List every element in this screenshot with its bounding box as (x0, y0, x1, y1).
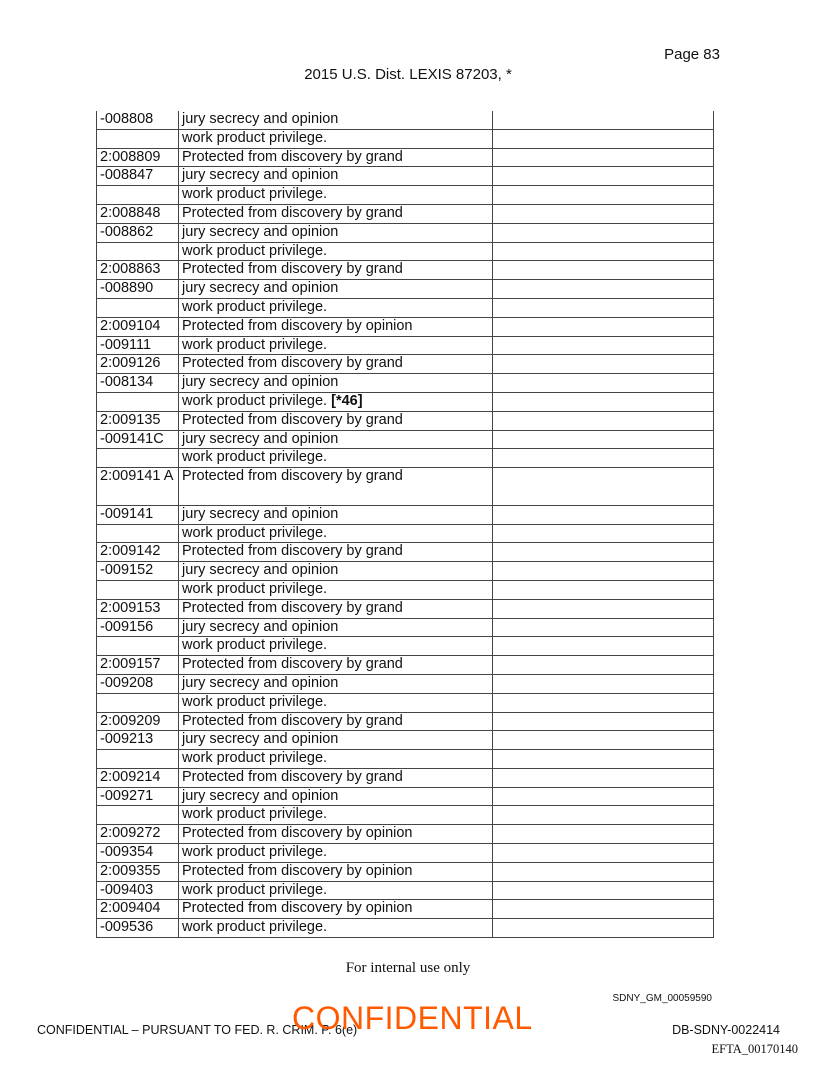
document-id-cell (97, 750, 179, 769)
notes-cell (493, 618, 714, 637)
document-id-cell-text: 2:009404 (100, 900, 161, 917)
document-id-cell (97, 693, 179, 712)
description-cell (179, 919, 493, 938)
description-cell (179, 543, 493, 562)
description-cell-text: jury secrecy and opinion (182, 731, 339, 748)
description-cell-text: jury secrecy and opinion (182, 674, 339, 691)
document-id-cell-text: -009156 (100, 618, 154, 635)
document-id-cell-text: -009354 (100, 844, 154, 861)
document-id-cell-text: 2:009355 (100, 862, 161, 879)
description-cell (179, 750, 493, 769)
description-cell-text: Protected from discovery by opinion (182, 862, 413, 879)
document-id-cell (97, 336, 179, 355)
notes-cell (493, 223, 714, 242)
notes-cell (493, 430, 714, 449)
notes-cell (493, 524, 714, 543)
document-id-cell (97, 223, 179, 242)
description-cell-text: Protected from discovery by grand (182, 656, 403, 673)
notes-cell (493, 712, 714, 731)
description-cell (179, 768, 493, 787)
document-id-cell (97, 280, 179, 299)
description-cell-text: work product privilege. (182, 693, 328, 710)
notes-cell (493, 787, 714, 806)
table-row (97, 599, 714, 618)
table-row (97, 693, 714, 712)
description-cell-text: Protected from discovery by grand (182, 411, 403, 428)
document-id-cell-text: -009213 (100, 731, 154, 748)
table-row (97, 750, 714, 769)
document-id-cell (97, 881, 179, 900)
notes-cell (493, 167, 714, 186)
notes-cell (493, 280, 714, 299)
document-id-cell-text: -008862 (100, 223, 154, 240)
description-cell-text: Protected from discovery by grand (182, 148, 403, 165)
efta-number: EFTA_00170140 (711, 1042, 798, 1056)
description-cell-text: Protected from discovery by opinion (182, 317, 413, 334)
notes-cell (493, 562, 714, 581)
description-cell-text: work product privilege. (182, 806, 328, 823)
description-cell (179, 129, 493, 148)
description-cell (179, 148, 493, 167)
table-row (97, 674, 714, 693)
internal-use-notice: For internal use only (345, 960, 471, 976)
notes-cell (493, 298, 714, 317)
description-cell (179, 693, 493, 712)
document-id-cell (97, 862, 179, 881)
table-row (97, 580, 714, 599)
document-id-cell (97, 656, 179, 675)
table-row (97, 111, 714, 129)
notes-cell (493, 505, 714, 524)
notes-cell (493, 731, 714, 750)
description-cell (179, 261, 493, 280)
description-cell-text: work product privilege. (182, 298, 328, 315)
case-citation: 2015 U.S. Dist. LEXIS 87203, * (304, 66, 512, 83)
document-id-cell (97, 392, 179, 411)
confidential-notice: CONFIDENTIAL – PURSUANT TO FED. R. CRIM. P. 6(e) (37, 1023, 358, 1037)
document-id-cell (97, 524, 179, 543)
table-row (97, 825, 714, 844)
notes-cell (493, 844, 714, 863)
document-id-cell (97, 768, 179, 787)
document-id-cell-text: -009141 (100, 505, 154, 522)
description-cell (179, 280, 493, 299)
table-row (97, 543, 714, 562)
table-row (97, 449, 714, 468)
description-cell-text: work product privilege. (182, 524, 328, 541)
description-cell (179, 204, 493, 223)
notes-cell (493, 580, 714, 599)
description-cell-text: jury secrecy and opinion (182, 374, 339, 391)
document-id-cell-text: 2:009126 (100, 355, 161, 372)
document-id-cell (97, 411, 179, 430)
description-cell-text: work product privilege. (182, 881, 328, 898)
table-row (97, 787, 714, 806)
page-number: Page 83 (664, 46, 720, 63)
description-cell-text: jury secrecy and opinion (182, 111, 339, 127)
description-cell-text: jury secrecy and opinion (182, 562, 339, 579)
description-cell-text: work product privilege. (182, 336, 328, 353)
notes-cell (493, 186, 714, 205)
notes-cell (493, 919, 714, 938)
document-id-cell-text: -008847 (100, 167, 154, 184)
description-cell (179, 900, 493, 919)
description-cell-text: Protected from discovery by grand (182, 468, 403, 485)
document-id-cell-text: 2:008863 (100, 261, 161, 278)
document-id-cell-text: -009271 (100, 787, 154, 804)
document-id-cell-text: 2:009141 A (100, 468, 174, 485)
notes-cell (493, 148, 714, 167)
description-cell (179, 374, 493, 393)
table-row (97, 392, 714, 411)
notes-cell (493, 468, 714, 506)
table-row (97, 129, 714, 148)
table-row (97, 844, 714, 863)
document-id-cell (97, 505, 179, 524)
description-cell-text: Protected from discovery by grand (182, 355, 403, 372)
description-cell (179, 862, 493, 881)
document-id-cell (97, 355, 179, 374)
description-cell (179, 599, 493, 618)
description-cell (179, 806, 493, 825)
description-cell (179, 637, 493, 656)
table-row (97, 656, 714, 675)
description-cell-text: work product privilege. (182, 449, 328, 466)
description-cell (179, 881, 493, 900)
description-cell-text: work product privilege. (182, 392, 328, 409)
description-cell-text: Protected from discovery by grand (182, 712, 403, 729)
description-cell (179, 562, 493, 581)
document-id-cell (97, 468, 179, 506)
table-row (97, 298, 714, 317)
table-row (97, 430, 714, 449)
description-cell (179, 712, 493, 731)
table-row (97, 806, 714, 825)
description-cell (179, 656, 493, 675)
table-row (97, 468, 714, 506)
description-cell (179, 524, 493, 543)
confidential-stamp: CONFIDENTIAL (292, 1000, 533, 1036)
document-id-cell (97, 317, 179, 336)
document-id-cell (97, 618, 179, 637)
description-cell (179, 298, 493, 317)
notes-cell (493, 355, 714, 374)
description-cell (179, 411, 493, 430)
document-id-cell (97, 111, 179, 129)
table-row (97, 712, 714, 731)
document-id-cell-text: 2:009153 (100, 599, 161, 616)
document-id-cell (97, 204, 179, 223)
table-row (97, 167, 714, 186)
table-row (97, 261, 714, 280)
bates-number-sdny: SDNY_GM_00059590 (612, 993, 712, 1004)
document-id-cell-text: -009403 (100, 881, 154, 898)
document-id-cell (97, 806, 179, 825)
document-id-cell (97, 242, 179, 261)
table-row (97, 731, 714, 750)
description-cell-text: jury secrecy and opinion (182, 787, 339, 804)
description-cell-text: jury secrecy and opinion (182, 618, 339, 635)
description-cell-text: Protected from discovery by opinion (182, 900, 413, 917)
document-id-cell-text: -009536 (100, 919, 154, 936)
table-row (97, 336, 714, 355)
document-id-cell (97, 261, 179, 280)
table-row (97, 618, 714, 637)
table-row (97, 242, 714, 261)
document-id-cell (97, 298, 179, 317)
description-cell (179, 449, 493, 468)
privilege-log-table (96, 111, 714, 938)
document-id-cell-text: -008890 (100, 280, 154, 297)
description-cell (179, 787, 493, 806)
table-row (97, 524, 714, 543)
description-cell (179, 186, 493, 205)
description-cell-text: Protected from discovery by grand (182, 768, 403, 785)
table-row (97, 374, 714, 393)
table-row (97, 881, 714, 900)
document-id-cell-text: 2:008809 (100, 148, 161, 165)
table-row (97, 411, 714, 430)
notes-cell (493, 674, 714, 693)
document-id-cell (97, 186, 179, 205)
description-cell-text: work product privilege. (182, 129, 328, 146)
document-id-cell-text: 2:008848 (100, 204, 161, 221)
document-id-cell (97, 580, 179, 599)
description-cell (179, 317, 493, 336)
table-row (97, 900, 714, 919)
document-id-cell-text: 2:009209 (100, 712, 161, 729)
description-cell-text: Protected from discovery by grand (182, 543, 403, 560)
document-id-cell-text: 2:009272 (100, 825, 161, 842)
description-cell (179, 468, 493, 506)
document-id-cell (97, 731, 179, 750)
document-id-cell (97, 167, 179, 186)
description-cell-text: jury secrecy and opinion (182, 167, 339, 184)
document-id-cell-text: 2:009142 (100, 543, 161, 560)
description-cell-text: work product privilege. (182, 186, 328, 203)
document-id-cell (97, 825, 179, 844)
notes-cell (493, 900, 714, 919)
description-cell (179, 355, 493, 374)
description-cell (179, 111, 493, 129)
table-row (97, 919, 714, 938)
document-id-cell-text: -008134 (100, 374, 154, 391)
notes-cell (493, 317, 714, 336)
notes-cell (493, 392, 714, 411)
table-row (97, 355, 714, 374)
notes-cell (493, 881, 714, 900)
description-cell (179, 430, 493, 449)
notes-cell (493, 637, 714, 656)
notes-cell (493, 204, 714, 223)
description-cell-text: Protected from discovery by grand (182, 599, 403, 616)
table-row (97, 280, 714, 299)
description-cell (179, 392, 493, 411)
notes-cell (493, 129, 714, 148)
table-row (97, 186, 714, 205)
description-cell (179, 223, 493, 242)
description-cell-text: work product privilege. (182, 750, 328, 767)
document-id-cell (97, 599, 179, 618)
document-id-cell-text: 2:009214 (100, 768, 161, 785)
notes-cell (493, 599, 714, 618)
document-id-cell (97, 129, 179, 148)
description-cell (179, 580, 493, 599)
document-id-cell (97, 562, 179, 581)
notes-cell (493, 261, 714, 280)
description-cell (179, 242, 493, 261)
document-id-cell-text: 2:009135 (100, 411, 161, 428)
document-id-cell (97, 844, 179, 863)
description-cell (179, 618, 493, 637)
document-id-cell (97, 449, 179, 468)
document-id-cell (97, 787, 179, 806)
notes-cell (493, 449, 714, 468)
table-row (97, 862, 714, 881)
document-id-cell (97, 637, 179, 656)
table-row (97, 223, 714, 242)
document-id-cell-text: -009141C (100, 430, 164, 447)
notes-cell (493, 411, 714, 430)
document-id-cell (97, 919, 179, 938)
description-cell-text: jury secrecy and opinion (182, 280, 339, 297)
notes-cell (493, 543, 714, 562)
description-cell (179, 336, 493, 355)
description-cell-text: jury secrecy and opinion (182, 505, 339, 522)
document-id-cell-text: -009111 (100, 336, 152, 353)
notes-cell (493, 825, 714, 844)
description-cell-text: work product privilege. (182, 844, 328, 861)
document-id-cell (97, 374, 179, 393)
notes-cell (493, 111, 714, 129)
page-marker: [*46] (331, 392, 363, 409)
document-id-cell (97, 674, 179, 693)
notes-cell (493, 750, 714, 769)
document-id-cell (97, 900, 179, 919)
description-cell-text: Protected from discovery by grand (182, 261, 403, 278)
document-id-cell-text: 2:009104 (100, 317, 161, 334)
notes-cell (493, 693, 714, 712)
document-id-cell (97, 430, 179, 449)
notes-cell (493, 656, 714, 675)
document-id-cell (97, 148, 179, 167)
table-row (97, 204, 714, 223)
description-cell-text: work product privilege. (182, 242, 328, 259)
description-cell (179, 674, 493, 693)
description-cell (179, 505, 493, 524)
description-cell-text: work product privilege. (182, 637, 328, 654)
table-row (97, 505, 714, 524)
description-cell-text: Protected from discovery by opinion (182, 825, 413, 842)
description-cell (179, 825, 493, 844)
table-row (97, 148, 714, 167)
document-id-cell-text: -009208 (100, 674, 154, 691)
description-cell (179, 167, 493, 186)
bates-number-db: DB-SDNY-0022414 (672, 1023, 780, 1037)
notes-cell (493, 862, 714, 881)
description-cell-text: jury secrecy and opinion (182, 430, 339, 447)
description-cell (179, 844, 493, 863)
table-row (97, 562, 714, 581)
document-id-cell-text: -008808 (100, 111, 154, 127)
notes-cell (493, 768, 714, 787)
description-cell (179, 731, 493, 750)
table-row (97, 317, 714, 336)
document-id-cell-text: 2:009157 (100, 656, 161, 673)
notes-cell (493, 806, 714, 825)
document-id-cell-text: -009152 (100, 562, 154, 579)
notes-cell (493, 242, 714, 261)
notes-cell (493, 336, 714, 355)
description-cell-text: Protected from discovery by grand (182, 204, 403, 221)
table-row (97, 637, 714, 656)
document-id-cell (97, 543, 179, 562)
description-cell-text: work product privilege. (182, 580, 328, 597)
document-id-cell (97, 712, 179, 731)
notes-cell (493, 374, 714, 393)
description-cell-text: jury secrecy and opinion (182, 223, 339, 240)
table-row (97, 768, 714, 787)
description-cell-text: work product privilege. (182, 919, 328, 936)
